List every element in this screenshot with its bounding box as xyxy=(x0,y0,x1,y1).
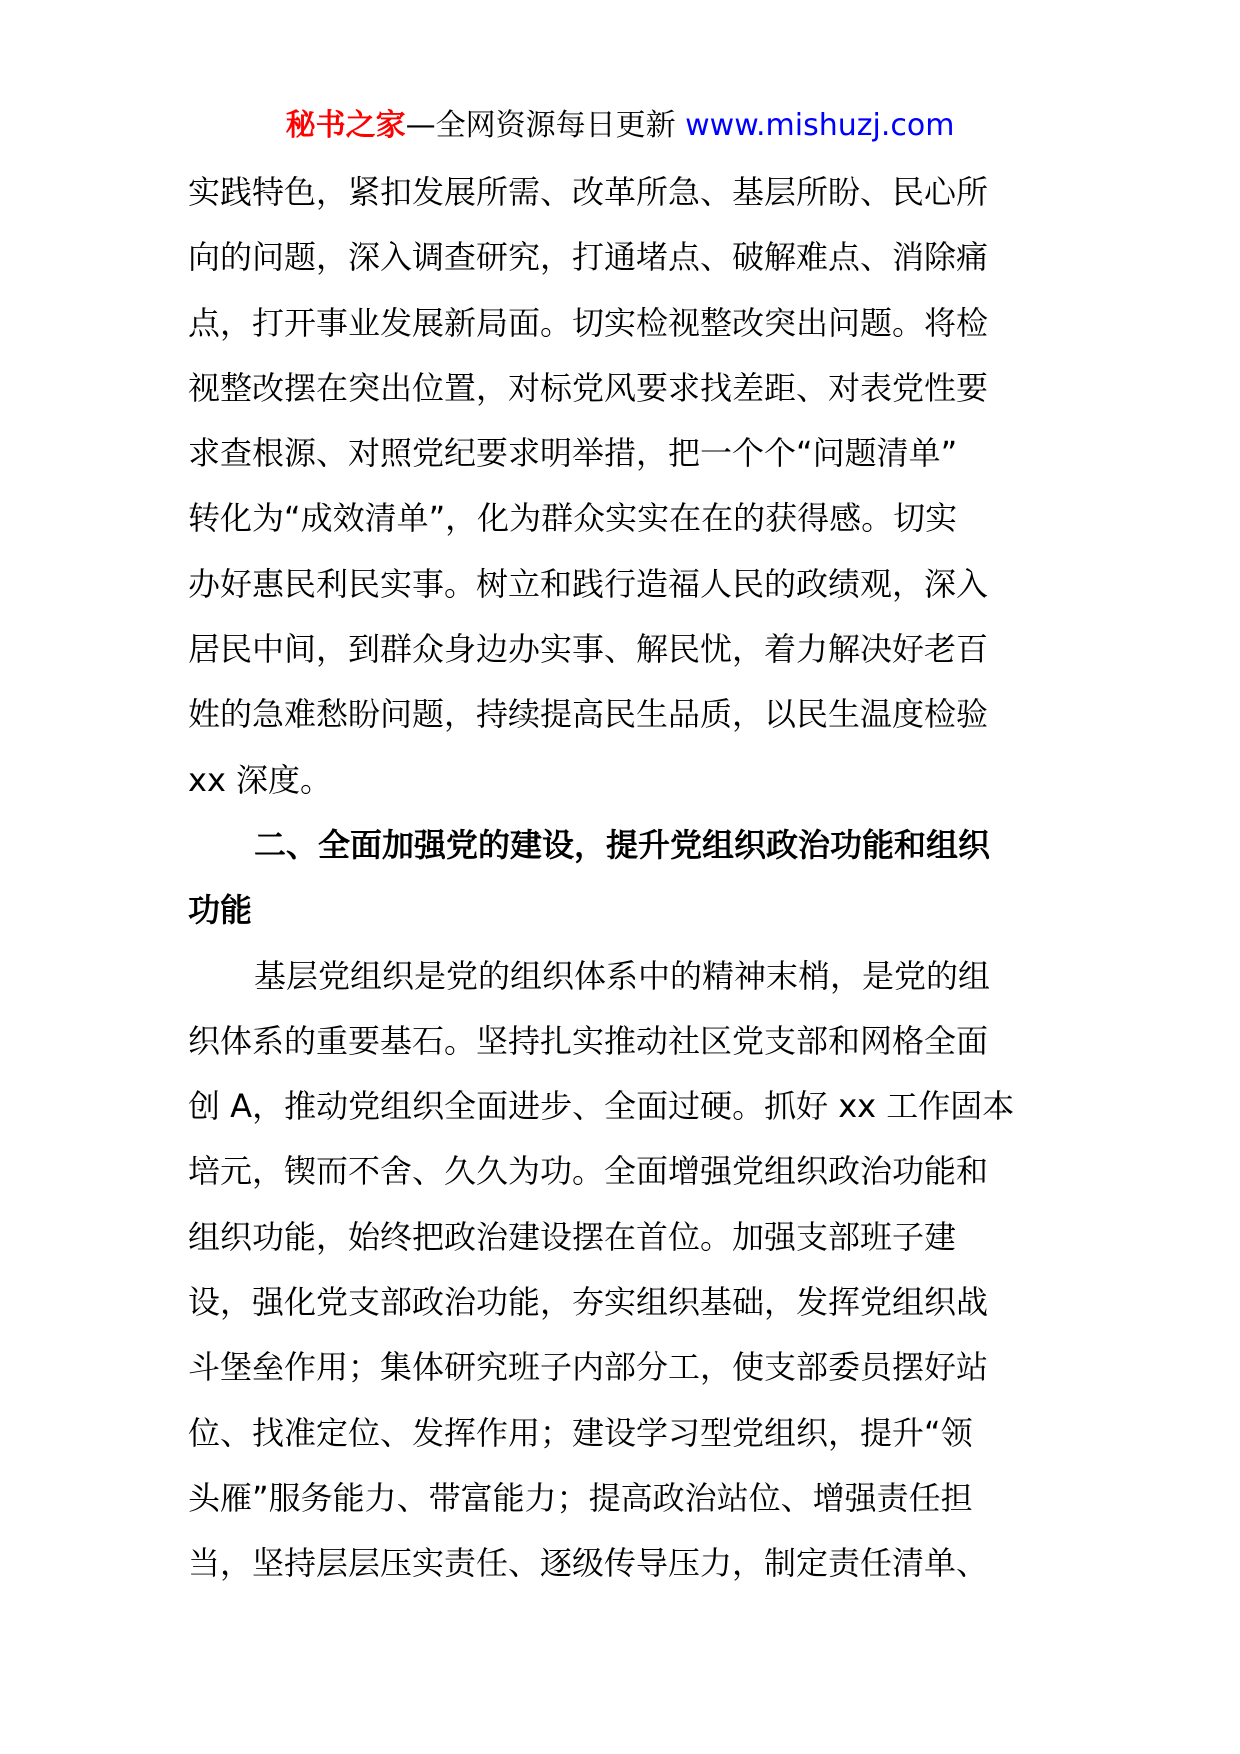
paragraph-party-building xyxy=(188,944,1068,1597)
document-body xyxy=(188,160,1068,1597)
brand-name: 秘书之家 xyxy=(285,108,406,143)
text-line: 培元，锲而不舍、久久为功。全面增强党组织政治功能和 xyxy=(188,1152,989,1191)
text-line: 头雁”服务能力、带富能力；提高政治站位、增强责任担 xyxy=(188,1478,973,1517)
text-line: 创 A，推动党组织全面进步、全面过硬。抓好 xx 工作固本 xyxy=(188,1087,1015,1126)
text-line: xx 深度。 xyxy=(188,760,333,799)
text-line: 组织功能，始终把政治建设摆在首位。加强支部班子建 xyxy=(188,1217,957,1256)
header-slogan: —全网资源每日更新 xyxy=(405,108,676,143)
page-header xyxy=(0,104,1240,148)
section-heading xyxy=(188,813,1068,944)
text-line: 求查根源、对照党纪要求明举措，把一个个“问题清单” xyxy=(188,434,958,473)
text-line: 基层党组织是党的组织体系中的精神末梢，是党的组 xyxy=(254,956,991,995)
text-line: 居民中间，到群众身边办实事、解民忧，着力解决好老百 xyxy=(188,630,989,669)
text-line: 姓的急难愁盼问题，持续提高民生品质，以民生温度检验 xyxy=(188,695,989,734)
paragraph-practice xyxy=(188,160,1068,813)
text-line: 转化为“成效清单”，化为群众实实在在的获得感。切实 xyxy=(188,499,958,538)
text-line: 办好惠民利民实事。树立和践行造福人民的政绩观，深入 xyxy=(188,564,989,603)
text-line: 织体系的重要基石。坚持扎实推动社区党支部和网格全面 xyxy=(188,1021,989,1060)
heading-line: 功能 xyxy=(188,891,253,930)
header-url-link[interactable]: www.mishuzj.com xyxy=(685,108,955,143)
text-line: 向的问题，深入调查研究，打通堵点、破解难点、消除痛 xyxy=(188,238,989,277)
text-line: 视整改摆在突出位置，对标党风要求找差距、对表党性要 xyxy=(188,368,989,407)
text-line: 位、找准定位、发挥作用；建设学习型党组织，提升“领 xyxy=(188,1413,973,1452)
text-line: 当，坚持层层压实责任、逐级传导压力，制定责任清单、 xyxy=(188,1544,989,1583)
text-line: 点，打开事业发展新局面。切实检视整改突出问题。将检 xyxy=(188,303,989,342)
text-line: 实践特色，紧扣发展所需、改革所急、基层所盼、民心所 xyxy=(188,173,989,211)
heading-line: 二、全面加强党的建设，提升党组织政治功能和组织 xyxy=(254,825,991,864)
text-line: 设，强化党支部政治功能，夯实组织基础，发挥党组织战 xyxy=(188,1283,989,1322)
text-line: 斗堡垒作用；集体研究班子内部分工，使支部委员摆好站 xyxy=(188,1348,989,1387)
